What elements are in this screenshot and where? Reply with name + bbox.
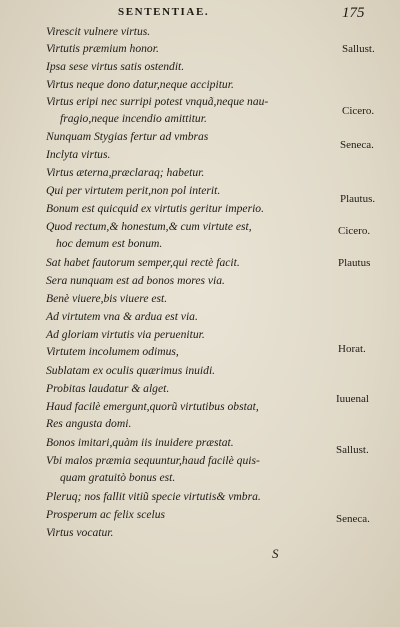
sententia-line: Sublatam ex oculis quærimus inuidi. — [46, 364, 216, 377]
sententia-line: Sat habet fautorum semper,qui rectè facit. — [46, 256, 240, 269]
sententia-line: hoc demum est bonum. — [56, 237, 163, 250]
page-header — [0, 5, 400, 21]
sententia-line: Virtus eripi nec surripi potest vnquã,neque nau- — [46, 95, 269, 108]
sententia-line: Quod rectum,& honestum,& cum virtute est, — [46, 220, 252, 233]
sententia-line: Pleruq; nos fallit vitiũ specie virtutis& vmbra. — [46, 490, 261, 503]
sententia-line: Vbi malos præmia sequuntur,haud facilè quis- — [46, 454, 260, 467]
author-attribution: Plautus. — [340, 193, 376, 205]
sententia-line: fragio,neque incendio amittitur. — [60, 112, 207, 125]
sententia-line: Virtutem incolumem odimus, — [46, 345, 179, 358]
sententia-line: Qui per virtutem perit,non pol interit. — [46, 184, 221, 197]
author-attribution: Sallust. — [336, 444, 369, 456]
author-attribution: Seneca. — [336, 513, 370, 525]
sententia-line: Benè viuere,bis viuere est. — [46, 292, 168, 305]
sententia-line: Haud facilè emergunt,quorũ virtutibus obstat, — [46, 400, 259, 413]
sententia-line: Res angusta domi. — [46, 417, 132, 430]
sententia-line: Virtus neque dono datur,neque accipitur. — [46, 78, 234, 91]
author-attribution: Sallust. — [342, 43, 375, 55]
author-attribution: Horat. — [338, 343, 366, 355]
sententia-line: Prosperum ac felix scelus — [46, 508, 166, 521]
sententia-line: Virtus æterna,præclaraq; habetur. — [46, 166, 205, 179]
sententia-line: Virtutis præmium honor. — [46, 42, 159, 55]
signature-mark: S — [272, 546, 279, 561]
sententia-line: Probitas laudatur & alget. — [46, 382, 170, 395]
author-attribution: Cicero. — [338, 225, 371, 237]
sententia-line: Virescit vulnere virtus. — [46, 25, 151, 38]
sententia-line: Ad gloriam virtutis via peruenitur. — [46, 328, 205, 341]
author-attribution: Iuuenal — [336, 393, 369, 405]
sententia-line: Virtus vocatur. — [46, 526, 114, 539]
sententia-line: Bonos imitari,quàm iis inuidere præstat. — [46, 436, 234, 449]
sententia-line: Bonum est quicquid ex virtutis geritur imperio. — [46, 202, 264, 215]
sententia-line: Ipsa sese virtus satis ostendit. — [46, 60, 185, 73]
sententia-line: Ad virtutem vna & ardua est via. — [46, 310, 198, 323]
sententia-line: Inclyta virtus. — [46, 148, 111, 161]
sententia-line: Nunquam Stygias fertur ad vmbras — [46, 130, 209, 143]
sententia-line: Sera nunquam est ad bonos mores via. — [46, 274, 225, 287]
running-title: SENTENTIAE. — [118, 6, 210, 18]
page-number: 175 — [342, 5, 365, 21]
author-attribution: Seneca. — [340, 139, 374, 151]
author-attribution: Cicero. — [342, 105, 375, 117]
sententia-line: quam gratuitò bonus est. — [60, 471, 176, 484]
author-attribution: Plautus — [338, 257, 371, 269]
